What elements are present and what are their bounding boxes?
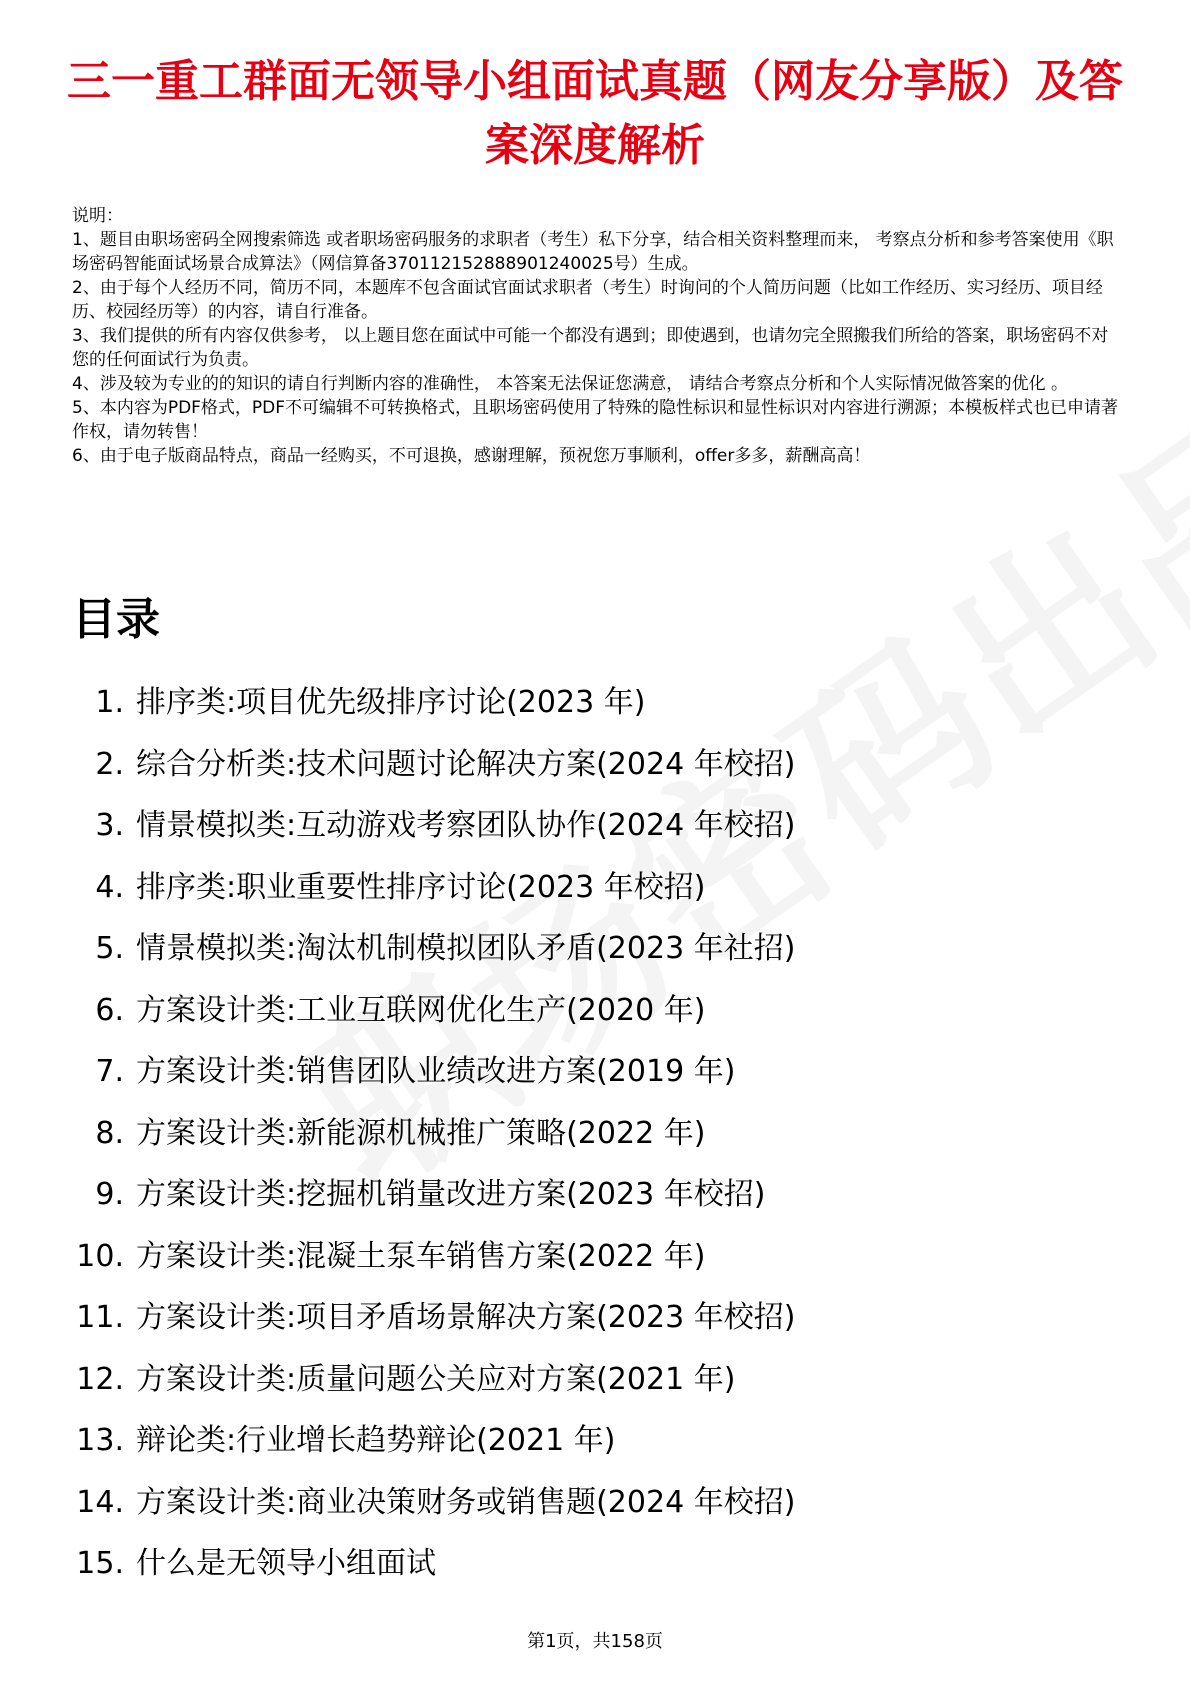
toc-item-number: 15. bbox=[76, 1546, 124, 1581]
toc-item-number: 9. bbox=[95, 1177, 124, 1212]
toc-item[interactable] bbox=[50, 1175, 1100, 1237]
toc-heading: 目录 bbox=[72, 594, 160, 645]
toc-item[interactable] bbox=[50, 1421, 1100, 1483]
toc-item-number: 2. bbox=[95, 746, 124, 782]
toc-item-title: 方案设计类:质量问题公关应对方案(2021 年) bbox=[136, 1361, 736, 1397]
toc-item[interactable] bbox=[50, 991, 1100, 1053]
document-title: 三一重工群面无领导小组面试真题（网友分享版）及答案深度解析 bbox=[67, 56, 1123, 171]
toc-item-title: 辩论类:行业增长趋势辩论(2021 年) bbox=[136, 1423, 616, 1458]
note-item-4: 4、涉及较为专业的的知识的请自行判断内容的准确性， 本答案无法保证您满意， 请结合考察点分析和个人实际情况做答案的优化 。 bbox=[72, 374, 1069, 394]
toc-item[interactable] bbox=[50, 929, 1100, 991]
toc-item-title: 方案设计类:销售团队业绩改进方案(2019 年) bbox=[136, 1054, 736, 1089]
notes-heading: 说明： bbox=[72, 206, 123, 226]
toc-item-number: 8. bbox=[95, 1115, 124, 1151]
toc-item[interactable] bbox=[50, 1237, 1100, 1299]
toc-item[interactable] bbox=[50, 745, 1100, 807]
table-of-contents bbox=[50, 683, 1100, 1606]
toc-item-number: 12. bbox=[76, 1361, 124, 1397]
toc-item[interactable] bbox=[50, 1052, 1100, 1114]
toc-item[interactable] bbox=[50, 806, 1100, 868]
toc-item-number: 14. bbox=[76, 1484, 124, 1520]
toc-item-number: 7. bbox=[95, 1054, 124, 1089]
page-number-footer: 第1页，共158页 bbox=[527, 1631, 663, 1652]
toc-item[interactable] bbox=[50, 868, 1100, 930]
toc-item[interactable] bbox=[50, 683, 1100, 745]
toc-item-title: 什么是无领导小组面试 bbox=[136, 1546, 436, 1581]
note-item-1: 1、题目由职场密码全网搜索筛选 或者职场密码服务的求职者（考生）私下分享，结合相关资料整理而来， 考察点分析和参考答案使用《职场密码智能面试场景合成算法》（网信算备370112152888901240025号）生成。 bbox=[72, 230, 1114, 274]
toc-item-title: 情景模拟类:互动游戏考察团队协作(2024 年校招) bbox=[136, 808, 796, 843]
toc-item[interactable] bbox=[50, 1483, 1100, 1545]
note-item-6: 6、由于电子版商品特点，商品一经购买，不可退换，感谢理解，预祝您万事顺利，offer多多，薪酬高高！ bbox=[72, 446, 871, 466]
toc-item-title: 方案设计类:混凝土泵车销售方案(2022 年) bbox=[136, 1238, 706, 1274]
toc-item-number: 6. bbox=[95, 992, 124, 1028]
toc-item[interactable] bbox=[50, 1360, 1100, 1422]
toc-item-title: 方案设计类:新能源机械推广策略(2022 年) bbox=[136, 1115, 706, 1151]
toc-item-number: 1. bbox=[95, 685, 124, 720]
toc-item-number: 4. bbox=[95, 869, 124, 905]
toc-item-title: 方案设计类:商业决策财务或销售题(2024 年校招) bbox=[136, 1484, 796, 1520]
toc-item-number: 10. bbox=[76, 1238, 124, 1274]
toc-item[interactable] bbox=[50, 1544, 1100, 1606]
toc-item-title: 排序类:项目优先级排序讨论(2023 年) bbox=[136, 685, 646, 720]
toc-item[interactable] bbox=[50, 1298, 1100, 1360]
toc-item-title: 方案设计类:工业互联网优化生产(2020 年) bbox=[136, 992, 706, 1028]
toc-item-number: 5. bbox=[95, 931, 124, 966]
notes-section bbox=[72, 204, 1122, 468]
note-item-5: 5、本内容为PDF格式，PDF不可编辑不可转换格式，且职场密码使用了特殊的隐性标识和显性标识对内容进行溯源；本模板样式也已申请著作权，请勿转售！ bbox=[72, 398, 1119, 442]
toc-item-number: 3. bbox=[95, 808, 124, 843]
toc-item-title: 方案设计类:项目矛盾场景解决方案(2023 年校招) bbox=[136, 1300, 796, 1335]
toc-item-title: 排序类:职业重要性排序讨论(2023 年校招) bbox=[136, 869, 706, 905]
note-item-3: 3、我们提供的所有内容仅供参考， 以上题目您在面试中可能一个都没有遇到；即使遇到，也请勿完全照搬我们所给的答案，职场密码不对您的任何面试行为负责。 bbox=[72, 326, 1109, 370]
toc-item-title: 情景模拟类:淘汰机制模拟团队矛盾(2023 年社招) bbox=[136, 931, 796, 966]
toc-item-number: 13. bbox=[76, 1423, 124, 1458]
toc-item-number: 11. bbox=[76, 1300, 124, 1335]
toc-item-title: 综合分析类:技术问题讨论解决方案(2024 年校招) bbox=[136, 746, 796, 782]
toc-item-title: 方案设计类:挖掘机销量改进方案(2023 年校招) bbox=[136, 1177, 766, 1212]
note-item-2: 2、由于每个人经历不同，简历不同，本题库不包含面试官面试求职者（考生）时询问的个人简历问题（比如工作经历、实习经历、项目经历、校园经历等）的内容，请自行准备。 bbox=[72, 278, 1103, 322]
toc-item[interactable] bbox=[50, 1114, 1100, 1176]
